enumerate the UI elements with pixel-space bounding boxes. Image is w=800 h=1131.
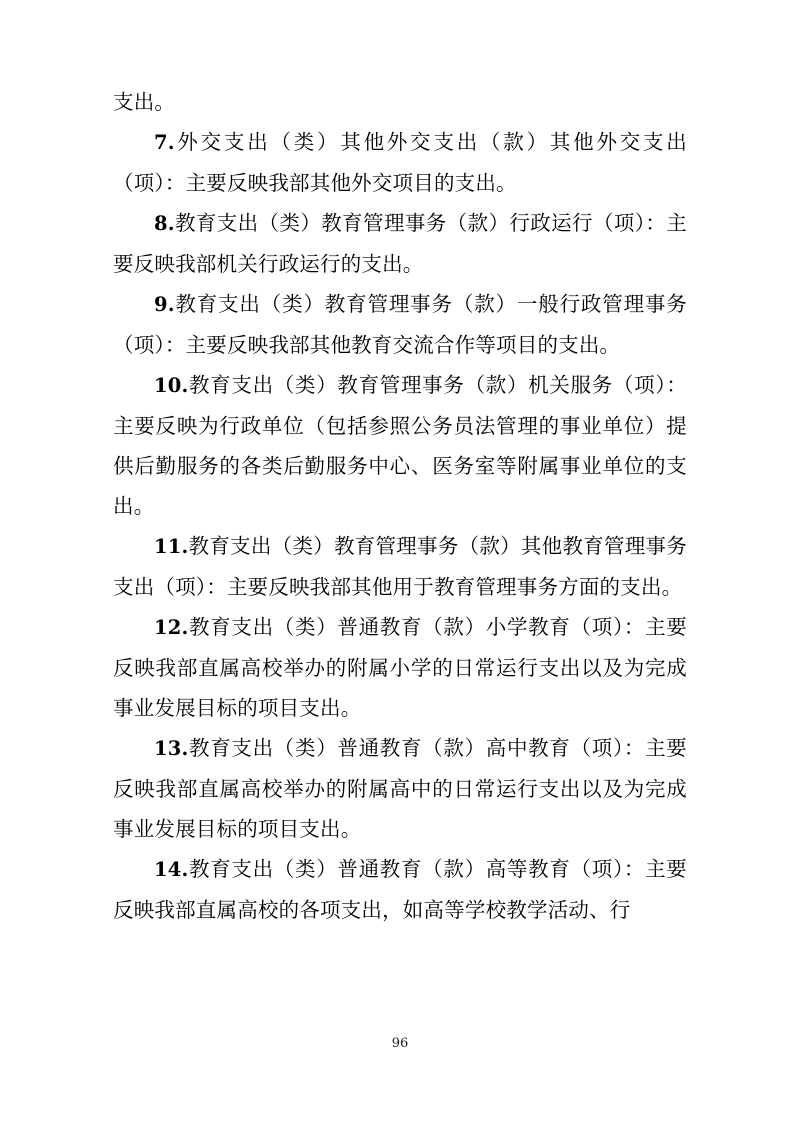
- paragraph-number: 14.: [154, 858, 189, 881]
- paragraph-text: 教育支出（类）教育管理事务（款）其他教育管理事务支出（项）：主要反映我部其他用于教育管理事务方面的支出。: [113, 534, 687, 599]
- paragraph-number: 11.: [154, 535, 189, 558]
- paragraph-text: 教育支出（类）普通教育（款）高中教育（项）：主要反映我部直属高校举办的附属高中的日常运行支出以及为完成事业发展目标的项目支出。: [113, 736, 687, 841]
- paragraph-item-10: [113, 365, 687, 526]
- paragraph-text: 教育支出（类）普通教育（款）高等教育（项）：主要反映我部直属高校的各项支出，如高等学校教学活动、行: [113, 857, 687, 922]
- paragraph-continuation: [113, 82, 687, 122]
- paragraph-item-7: [113, 122, 687, 203]
- page-body: [113, 82, 687, 930]
- paragraph-item-11: [113, 526, 687, 607]
- paragraph-text: 教育支出（类）教育管理事务（款）一般行政管理事务（项）：主要反映我部其他教育交流合作等项目的支出。: [113, 292, 687, 357]
- paragraph-number: 10.: [154, 374, 189, 397]
- paragraph-number: 13.: [154, 737, 189, 760]
- paragraph-text: 外交支出（类）其他外交支出（款）其他外交支出（项）：主要反映我部其他外交项目的支出。: [113, 130, 687, 195]
- paragraph-item-9: [113, 284, 687, 365]
- paragraph-text: 支出。: [113, 90, 176, 114]
- paragraph-text: 教育支出（类）普通教育（款）小学教育（项）：主要反映我部直属高校举办的附属小学的日常运行支出以及为完成事业发展目标的项目支出。: [113, 615, 687, 720]
- paragraph-text: 教育支出（类）教育管理事务（款）机关服务（项）：主要反映为行政单位（包括参照公务员法管理的事业单位）提供后勤服务的各类后勤服务中心、医务室等附属事业单位的支出。: [113, 373, 687, 518]
- paragraph-item-12: [113, 607, 687, 728]
- paragraph-number: 7.: [154, 131, 175, 154]
- paragraph-item-13: [113, 728, 687, 849]
- paragraph-item-8: [113, 203, 687, 284]
- paragraph-item-14: [113, 849, 687, 930]
- page-number: 96: [391, 1036, 409, 1051]
- paragraph-number: 8.: [154, 212, 175, 235]
- paragraph-text: 教育支出（类）教育管理事务（款）行政运行（项）：主要反映我部机关行政运行的支出。: [113, 211, 687, 276]
- paragraph-number: 12.: [154, 616, 189, 639]
- paragraph-number: 9.: [154, 293, 175, 316]
